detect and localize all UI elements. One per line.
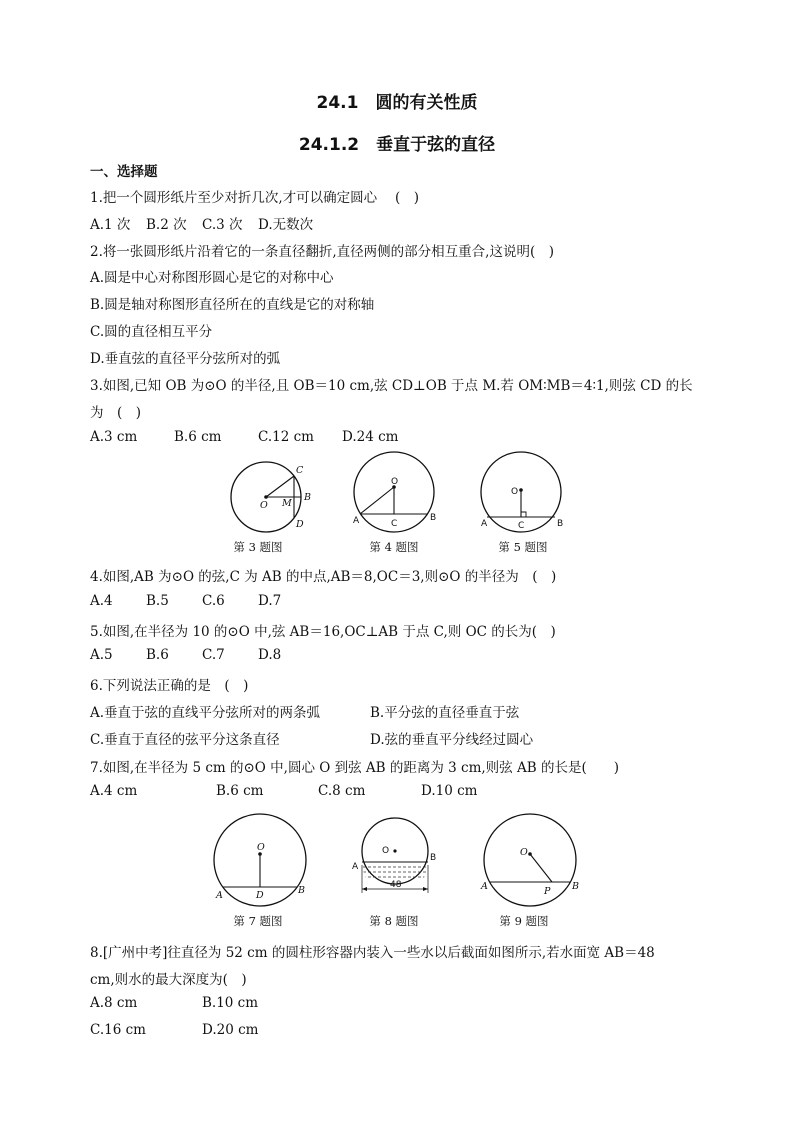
q2-option-b: B.圆是轴对称图形直径所在的直线是它的对称轴 — [90, 297, 375, 313]
q3-option-a: A.3 cm — [90, 429, 138, 445]
q4-option-c: C.6 — [202, 593, 225, 609]
q5-option-c: C.7 — [202, 647, 225, 663]
fig5-label-o: O — [511, 487, 519, 497]
fig7-label-a: A — [216, 890, 223, 901]
q4-option-d: D.7 — [258, 593, 282, 609]
fig7-label-o: O — [257, 842, 265, 853]
q7-option-c: C.8 cm — [318, 783, 366, 799]
q8-option-d: D.20 cm — [202, 1022, 259, 1038]
q2-option-d: D.垂直弦的直径平分弦所对的弧 — [90, 351, 281, 367]
q7-option-a: A.4 cm — [90, 783, 138, 799]
q5-option-d: D.8 — [258, 647, 282, 663]
q1-option-d: D.无数次 — [258, 217, 314, 233]
q6-option-b: B.平分弦的直径垂直于弦 — [370, 705, 520, 721]
fig9-label-b: B — [572, 881, 579, 892]
fig4-label-a: A — [353, 516, 360, 526]
q7-option-b: B.6 cm — [216, 783, 264, 799]
q8-stem-line2: cm,则水的最大深度为( ) — [90, 972, 247, 988]
fig7-label-b: B — [298, 885, 305, 896]
fig4-caption: 第 4 题图 — [369, 540, 419, 554]
q3-stem-line2: 为 ( ) — [90, 405, 142, 421]
q6-option-d: D.弦的垂直平分线经过圆心 — [370, 732, 534, 748]
q7-stem: 7.如图,在半径为 5 cm 的⊙O 中,圆心 O 到弦 AB 的距离为 3 cm,则弦 AB 的长是( ) — [90, 760, 619, 776]
q8-stem-line1: 8.[广州中考]往直径为 52 cm 的圆柱形容器内装入一些水以后截面如图所示,若水面宽 AB＝48 — [90, 945, 655, 961]
q8-option-a: A.8 cm — [90, 995, 138, 1011]
fig5-caption: 第 5 题图 — [498, 540, 548, 554]
fig7-caption: 第 7 题图 — [233, 914, 283, 928]
page-subtitle: 24.1.2 垂直于弦的直径 — [298, 135, 496, 155]
fig5-label-a: A — [481, 519, 488, 529]
q1-option-c: C.3 次 — [202, 217, 243, 233]
fig8-label-width: 48 — [390, 880, 402, 890]
fig9-label-p: P — [544, 886, 551, 897]
q3-stem-line1: 3.如图,已知 OB 为⊙O 的半径,且 OB＝10 cm,弦 CD⊥OB 于点 M.若 OM∶MB＝4∶1,则弦 CD 的长 — [90, 378, 693, 394]
figure-8 — [348, 815, 440, 915]
q3-option-d: D.24 cm — [342, 429, 399, 445]
fig5-label-c: C — [518, 521, 525, 531]
q8-option-b: B.10 cm — [202, 995, 259, 1011]
q5-option-b: B.6 — [146, 647, 169, 663]
fig4-label-c: C — [391, 519, 398, 529]
fig9-label-o: O — [520, 847, 528, 858]
figure-4 — [350, 450, 445, 540]
q2-option-c: C.圆的直径相互平分 — [90, 324, 213, 340]
fig4-label-b: B — [430, 513, 437, 523]
q5-option-a: A.5 — [90, 647, 113, 663]
figure-5 — [477, 450, 572, 540]
fig5-label-b: B — [557, 519, 564, 529]
q8-option-c: C.16 cm — [90, 1022, 146, 1038]
fig8-label-a: A — [352, 862, 359, 872]
fig8-caption: 第 8 题图 — [369, 914, 419, 928]
fig9-label-a: A — [481, 881, 488, 892]
fig9-caption: 第 9 题图 — [499, 914, 549, 928]
q2-stem: 2.将一张圆形纸片沿着它的一条直径翻折,直径两侧的部分相互重合,这说明( ) — [90, 244, 554, 260]
q4-option-b: B.5 — [146, 593, 169, 609]
figure-7 — [208, 810, 318, 910]
fig4-label-o: O — [391, 477, 399, 487]
q6-stem: 6.下列说法正确的是 ( ) — [90, 678, 249, 694]
q6-option-c: C.垂直于直径的弦平分这条直径 — [90, 732, 280, 748]
fig3-label-d: D — [296, 519, 304, 530]
figure-3 — [228, 460, 318, 540]
q2-option-a: A.圆是中心对称图形圆心是它的对称中心 — [90, 270, 334, 286]
fig3-label-o: O — [260, 500, 268, 511]
q4-option-a: A.4 — [90, 593, 113, 609]
q3-option-c: C.12 cm — [258, 429, 314, 445]
q6-option-a: A.垂直于弦的直线平分弦所对的两条弧 — [90, 705, 321, 721]
fig3-label-m: M — [282, 498, 292, 509]
figure-9 — [476, 810, 586, 910]
fig7-label-d: D — [256, 890, 264, 901]
q5-stem: 5.如图,在半径为 10 的⊙O 中,弦 AB＝16,OC⊥AB 于点 C,则 OC 的长为( ) — [90, 624, 556, 640]
fig3-caption: 第 3 题图 — [233, 540, 283, 554]
fig8-label-o: O — [382, 846, 390, 856]
page-title: 24.1 圆的有关性质 — [316, 93, 478, 113]
fig3-label-b: B — [304, 492, 311, 503]
q3-option-b: B.6 cm — [174, 429, 222, 445]
section-heading: 一、选择题 — [90, 164, 158, 180]
fig3-label-c: C — [296, 465, 304, 476]
q1-option-b: B.2 次 — [146, 217, 187, 233]
q1-stem: 1.把一个圆形纸片至少对折几次,才可以确定圆心 ( ) — [90, 190, 419, 206]
q4-stem: 4.如图,AB 为⊙O 的弦,C 为 AB 的中点,AB＝8,OC＝3,则⊙O 的半径为 ( ) — [90, 569, 557, 585]
q7-option-d: D.10 cm — [421, 783, 478, 799]
fig8-label-b: B — [430, 853, 437, 863]
q1-option-a: A.1 次 — [90, 217, 131, 233]
